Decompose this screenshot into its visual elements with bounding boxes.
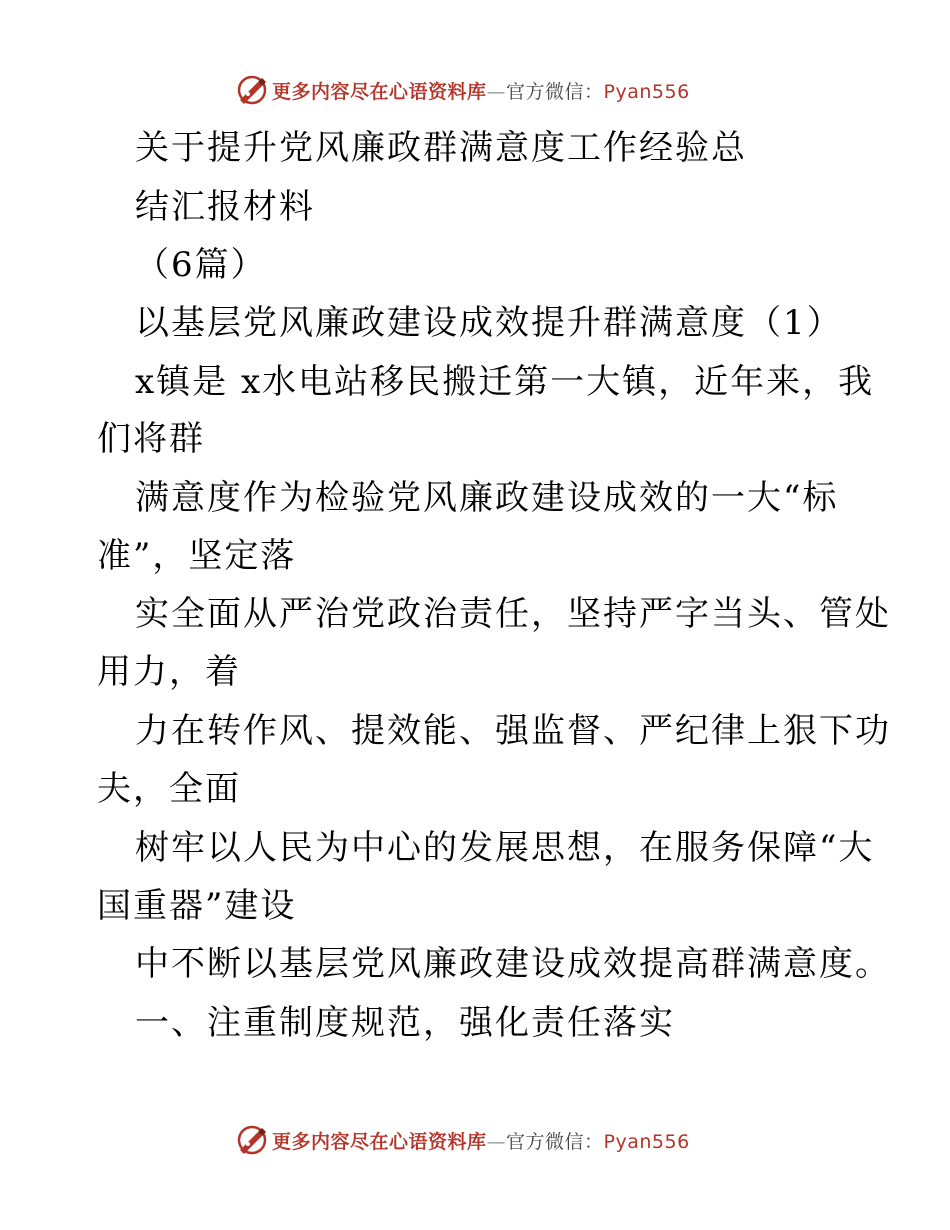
banner-wechat-id: Pyan556	[603, 80, 690, 103]
paragraph-line: 国重器”建设	[97, 886, 297, 926]
paragraph-line: x镇是 x水电站移民搬迁第一大镇，近年来，我	[135, 362, 875, 402]
banner-slogan: 更多内容尽在心语资料库	[272, 1130, 487, 1153]
paragraph-line: 满意度作为检验党风廉政建设成效的一大“标	[135, 478, 839, 518]
banner-slogan: 更多内容尽在心语资料库	[272, 80, 487, 103]
paragraph-line: 树牢以人民为中心的发展思想，在服务保障“大	[135, 828, 875, 868]
title-line-2: 结汇报材料	[135, 187, 315, 227]
header-banner	[236, 73, 690, 107]
banner-separator: —	[486, 80, 507, 103]
pen-logo-icon	[236, 74, 268, 106]
paragraph-line: 准”，坚定落	[97, 536, 297, 576]
title-line-1: 关于提升党风廉政群满意度工作经验总	[135, 128, 747, 168]
paragraph-line: 夫，全面	[97, 769, 241, 809]
footer-banner	[236, 1123, 690, 1157]
title-line-3: （6篇）	[135, 245, 267, 285]
paragraph-line: 中不断以基层党风廉政建设成效提高群满意度。	[135, 944, 891, 984]
paragraph-line: 力在转作风、提效能、强监督、严纪律上狠下功	[135, 711, 891, 751]
banner-wechat-label: 官方微信：	[506, 1130, 604, 1153]
section-heading: 以基层党风廉政建设成效提升群满意度（1）	[135, 303, 843, 343]
banner-wechat-id: Pyan556	[603, 1130, 690, 1153]
banner-text	[272, 77, 690, 104]
banner-separator: —	[486, 1130, 507, 1153]
pen-logo-icon	[236, 1124, 268, 1156]
banner-wechat-label: 官方微信：	[506, 80, 604, 103]
paragraph-line: 用力，着	[97, 652, 241, 692]
paragraph-line: 实全面从严治党政治责任，坚持严字当头、管处	[135, 594, 891, 634]
banner-text	[272, 1127, 690, 1154]
paragraph-line: 们将群	[97, 419, 205, 459]
subsection-heading: 一、注重制度规范，强化责任落实	[135, 1003, 675, 1043]
